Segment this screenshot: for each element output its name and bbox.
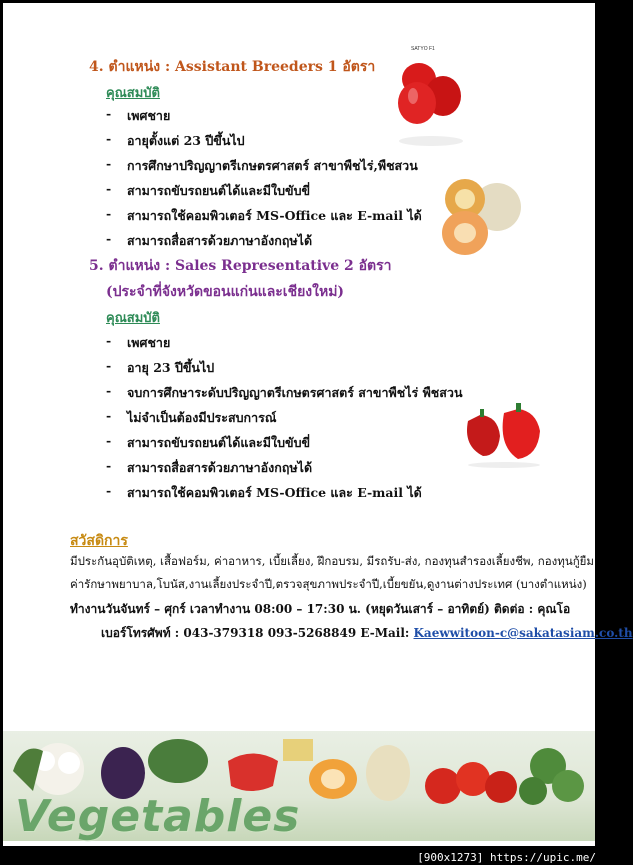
image-size-watermark: [900x1273] https://upic.me/ <box>417 851 596 864</box>
tomato-label: SATYO F1 <box>411 46 435 52</box>
section5-bullet: - <box>106 383 112 398</box>
tomato-image <box>391 41 471 151</box>
document-page <box>3 3 633 846</box>
section5-item: สามารถใช้คอมพิวเตอร์ MS-Office และ E-mail ได้ <box>127 485 422 500</box>
section4-bullet: - <box>106 181 112 196</box>
section5-bullet: - <box>106 333 112 348</box>
section5-item: จบการศึกษาระดับปริญญาตรีเกษตรศาสตร์ สาขาพืชไร่ พืชสวน <box>127 385 463 400</box>
section5-bullet: - <box>106 408 112 423</box>
work-hours-contact: ทำงานวันจันทร์ – ศุกร์ เวลาทำงาน 08:00 – 17:30 น. (หยุดวันเสาร์ – อาทิตย์) ติดต่อ : คุณโอ <box>70 602 571 616</box>
section4-item: การศึกษาปริญญาตรีเกษตรศาสตร์ สาขาพืชไร่,พืชสวน <box>127 158 418 173</box>
phone-line <box>101 624 633 643</box>
section4-bullet: - <box>106 131 112 146</box>
section4-bullet: - <box>106 106 112 121</box>
section4-item: เพศชาย <box>127 108 171 123</box>
section4-heading: 4. ตำแหน่ง : Assistant Breeders 1 อัตรา <box>89 59 376 75</box>
melon-image <box>435 171 525 266</box>
section4-bullet: - <box>106 231 112 246</box>
email-link[interactable]: Kaewwitoon-c@sakatasiam.co.th <box>413 626 633 640</box>
section5-bullet: - <box>106 358 112 373</box>
section4-bullet: - <box>106 206 112 221</box>
section4-item: สามารถสื่อสารด้วยภาษาอังกฤษได้ <box>127 233 313 248</box>
section5-item: สามารถสื่อสารด้วยภาษาอังกฤษได้ <box>127 460 313 475</box>
section5-item: สามารถขับรถยนต์ได้และมีใบขับขี่ <box>127 435 311 450</box>
section4-bullet: - <box>106 156 112 171</box>
banner-title: Vegetables <box>15 791 301 842</box>
section4-item: สามารถใช้คอมพิวเตอร์ MS-Office และ E-mail ได้ <box>127 208 422 223</box>
section5-item: เพศชาย <box>127 335 171 350</box>
phone-text: เบอร์โทรศัพท์ : 043-379318 093-5268849 E-Mail: <box>101 626 410 640</box>
section5-bullet: - <box>106 458 112 473</box>
section4-qualification-label: คุณสมบัติ <box>106 86 160 101</box>
welfare-line-2: ค่ารักษาพยาบาล,โบนัส,งานเลี้ยงประจำปี,ตรวจสุขภาพประจำปี,เบี้ยขยัน,ดูงานต่างประเทศ (บางตำแหน่ง) <box>70 577 587 591</box>
section5-bullet: - <box>106 433 112 448</box>
section5-subheading: (ประจำที่จังหวัดขอนแก่นและเชียงใหม่) <box>106 284 345 300</box>
pepper-image <box>458 401 553 469</box>
section5-item: อายุ 23 ปีขึ้นไป <box>127 360 215 375</box>
section4-item: สามารถขับรถยนต์ได้และมีใบขับขี่ <box>127 183 311 198</box>
section5-bullet: - <box>106 483 112 498</box>
section4-item: อายุตั้งแต่ 23 ปีขึ้นไป <box>127 133 245 148</box>
welfare-heading: สวัสดิการ <box>70 533 128 549</box>
section5-heading: 5. ตำแหน่ง : Sales Representative 2 อัตรา <box>89 258 392 274</box>
section5-qualification-label: คุณสมบัติ <box>106 311 160 326</box>
welfare-line-1: มีประกันอุบัติเหตุ, เสื้อฟอร์ม, ค่าอาหาร, เบี้ยเลี้ยง, ฝึกอบรม, มีรถรับ-ส่ง, กองทุนสำรองเลี้ยงชีพ, กองทุนกู้ยืม <box>70 554 594 568</box>
vegetables-banner <box>3 731 595 841</box>
section5-item: ไม่จำเป็นต้องมีประสบการณ์ <box>127 410 277 425</box>
